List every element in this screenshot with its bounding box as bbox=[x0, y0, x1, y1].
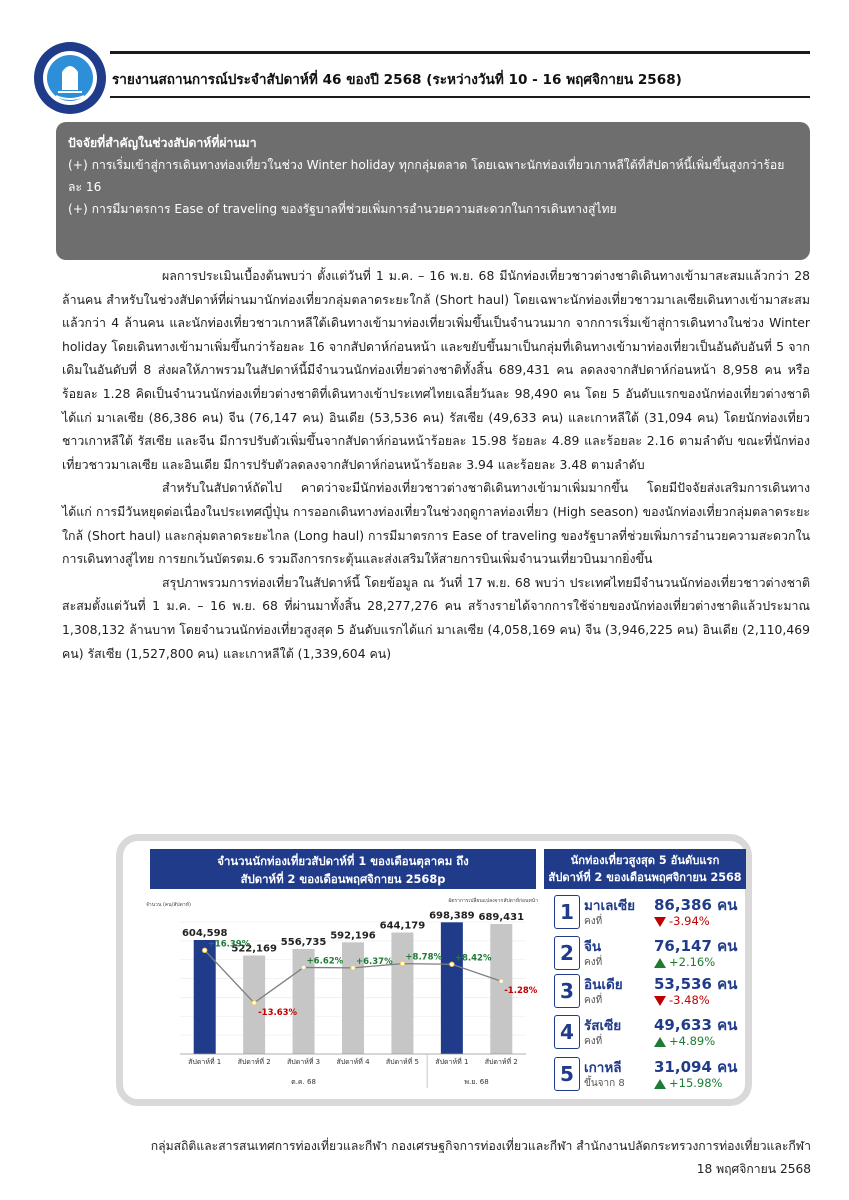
rank-number: 2 bbox=[554, 936, 580, 970]
change-indicator bbox=[654, 993, 710, 1007]
x-tick-label: สัปดาห์ที่ 3 bbox=[287, 1058, 321, 1066]
country-name: มาเลเซีย bbox=[584, 898, 636, 914]
bar-value-label: 604,598 bbox=[181, 927, 228, 939]
rank-status: คงที่ bbox=[584, 957, 603, 968]
bar-value-label: 522,169 bbox=[231, 943, 277, 955]
pct-change-label: +8.78% bbox=[405, 952, 443, 963]
pct-change-label: +16.39% bbox=[207, 939, 251, 950]
header-rule-top bbox=[110, 51, 810, 54]
pct-change-point bbox=[499, 979, 503, 983]
change-percent: +15.98% bbox=[669, 1076, 723, 1090]
change-indicator bbox=[654, 1076, 723, 1090]
y-axis-label: จำนวน (คน/สัปดาห์) bbox=[146, 902, 191, 908]
top5-title-line: สัปดาห์ที่ 2 ของเดือนพฤศจิกายน 2568 bbox=[548, 871, 742, 884]
bar-value-label: 689,431 bbox=[478, 911, 525, 923]
change-percent: +2.16% bbox=[669, 955, 716, 969]
x-tick-label: สัปดาห์ที่ 2 bbox=[484, 1058, 518, 1066]
x-tick-label: สัปดาห์ที่ 5 bbox=[385, 1058, 419, 1066]
footer-department: กลุ่มสถิติและสารสนเทศการท่องเที่ยวและกีฬา กองเศรษฐกิจการท่องเที่ยวและกีฬา สำนักงานปลัดกระทรวงการท่องเที่ยวและกีฬา bbox=[150, 1139, 811, 1153]
pct-change-label: -1.28% bbox=[504, 986, 538, 997]
top5-title-line: นักท่องเที่ยวสูงสุด 5 อันดับแรก bbox=[570, 854, 720, 867]
top5-row bbox=[550, 893, 746, 933]
bar-value-label: 556,735 bbox=[280, 937, 327, 949]
visitor-count: 49,633 คน bbox=[654, 1016, 738, 1034]
change-indicator bbox=[654, 955, 715, 969]
key-factor-item: (+) การเริ่มเข้าสู่การเดินทางท่องเที่ยวในช่วง Winter holiday ทุกกลุ่มตลาด โดยเฉพาะนักท่องเที่ยวเกาหลีใต้ที่สัปดาห์นี้เพิ่มขึ้นสูงกว่าร้อยละ 16 bbox=[68, 158, 785, 194]
chart-title-line: จำนวนนักท่องเที่ยวสัปดาห์ที่ 1 ของเดือนตุลาคม ถึง bbox=[217, 854, 469, 868]
top5-title bbox=[544, 849, 746, 889]
bar bbox=[391, 933, 413, 1054]
country-name: รัสเซีย bbox=[584, 1018, 622, 1034]
rank-status: คงที่ bbox=[584, 916, 603, 927]
bar-value-label: 644,179 bbox=[379, 920, 426, 932]
rank-status: คงที่ bbox=[584, 995, 603, 1006]
country-name: เกาหลี bbox=[584, 1060, 622, 1076]
x-group-label: ต.ค. 68 bbox=[291, 1078, 316, 1086]
pct-change-label: -13.63% bbox=[258, 1007, 298, 1018]
pct-change-point bbox=[203, 948, 207, 952]
change-indicator bbox=[654, 1034, 715, 1048]
arrow-up-icon bbox=[654, 1037, 666, 1047]
rank-status: คงที่ bbox=[584, 1036, 603, 1047]
ministry-logo bbox=[32, 40, 108, 116]
bar-value-label: 592,196 bbox=[330, 930, 376, 942]
x-tick-label: สัปดาห์ที่ 1 bbox=[435, 1058, 469, 1066]
top5-row bbox=[550, 934, 746, 974]
country-name: จีน bbox=[584, 939, 602, 955]
rank-number: 1 bbox=[554, 895, 580, 929]
bar bbox=[441, 922, 463, 1054]
pct-change-point bbox=[252, 1001, 256, 1005]
bar bbox=[194, 940, 216, 1054]
rank-number: 5 bbox=[554, 1057, 580, 1091]
country-name: อินเดีย bbox=[584, 977, 623, 993]
visitor-count: 76,147 คน bbox=[654, 937, 738, 955]
arrow-down-icon bbox=[654, 996, 666, 1006]
visitor-count: 86,386 คน bbox=[654, 896, 738, 914]
weekly-arrivals-chart bbox=[146, 890, 540, 1098]
pct-change-point bbox=[400, 961, 404, 965]
key-factors-box bbox=[56, 122, 810, 260]
footer-date: 18 พฤศจิกายน 2568 bbox=[696, 1162, 811, 1176]
pct-change-label: +6.37% bbox=[356, 956, 393, 967]
key-factor-item: (+) การมีมาตรการ Ease of traveling ของรัฐบาลที่ช่วยเพิ่มการอำนวยความสะดวกในการเดินทางสู่ไทย bbox=[68, 202, 617, 216]
top5-row bbox=[550, 972, 746, 1012]
x-group-label: พ.ย. 68 bbox=[464, 1078, 489, 1086]
visitor-count: 31,094 คน bbox=[654, 1058, 738, 1076]
body-paragraph: สำหรับในสัปดาห์ถัดไป คาดว่าจะมีนักท่องเที่ยวชาวต่างชาติเดินทางเข้ามาเพิ่มมากขึ้น โดยมีปัจจัยส่งเสริมการเดินทาง ได้แก่ การมีวันหยุดต่อเนื่องในประเทศญี่ปุ่น การออกเดินทางท่องเที่ยวในช่วงฤดูกาลท่องเที่ยว (High season) ของนักท่องเที่ยวกลุ่มตลาดระยะใกล้ (Short haul) และกลุ่มตลาดระยะไกล (Long haul) การมีมาตรการ Ease of traveling ของรัฐบาลที่ช่วยเพิ่มการอำนวยความสะดวกในการเดินทางสู่ไทย การยกเว้นบัตรตม.6 รวมถึงการกระตุ้นและส่งเสริมให้สายการบินเพิ่มจำนวนเที่ยวบินมากยิ่งขึ้น bbox=[62, 480, 810, 567]
change-percent: -3.48% bbox=[669, 993, 710, 1007]
report-body bbox=[62, 264, 810, 665]
change-percent: +4.89% bbox=[669, 1034, 716, 1048]
arrow-up-icon bbox=[654, 1079, 666, 1089]
rank-status: ขึ้นจาก 8 bbox=[584, 1078, 625, 1089]
change-indicator bbox=[654, 914, 710, 928]
x-tick-label: สัปดาห์ที่ 1 bbox=[188, 1058, 222, 1066]
header-rule-bottom bbox=[110, 96, 810, 98]
visitor-count: 53,536 คน bbox=[654, 975, 738, 993]
y2-axis-label: อัตราการเปลี่ยนแปลงจากสัปดาห์ก่อนหน้า bbox=[448, 898, 538, 904]
top5-row bbox=[550, 1055, 746, 1095]
change-percent: -3.94% bbox=[669, 914, 710, 928]
rank-number: 4 bbox=[554, 1015, 580, 1049]
chart-title bbox=[150, 849, 536, 889]
arrow-up-icon bbox=[654, 958, 666, 968]
report-title: รายงานสถานการณ์ประจำสัปดาห์ที่ 46 ของปี 2568 (ระหว่างวันที่ 10 - 16 พฤศจิกายน 2568) bbox=[112, 72, 682, 88]
x-tick-label: สัปดาห์ที่ 4 bbox=[336, 1058, 370, 1066]
pct-change-label: +8.42% bbox=[454, 953, 492, 964]
x-tick-label: สัปดาห์ที่ 2 bbox=[237, 1058, 271, 1066]
pct-change-point bbox=[351, 966, 355, 970]
body-paragraph: ผลการประเมินเบื้องต้นพบว่า ตั้งแต่วันที่ 1 ม.ค. – 16 พ.ย. 68 มีนักท่องเที่ยวชาวต่างชาติเดินทางเข้ามาสะสมแล้วกว่า 28 ล้านคน สำหรับในช่วงสัปดาห์ที่ผ่านมานักท่องเที่ยวกลุ่มตลาดระยะใกล้ (Short haul) โดยเฉพาะนักท่องเที่ยวชาวมาเลเซียเดินทางเข้ามาสะสมแล้วกว่า 4 ล้านคน และนักท่องเที่ยวชาวเกาหลีใต้เดินทางเข้ามาท่องเที่ยวเพิ่มขึ้นเป็นจำนวนมาก จากการเริ่มเข้าสู่การเดินทางในช่วง Winter holiday โดยเดินทางเข้ามาเพิ่มขึ้นกว่าร้อยละ 16 จากสัปดาห์ก่อนหน้า และขยับขึ้นมาเป็นกลุ่มที่เดินทางเข้ามาท่องเที่ยวเป็นอันดับอันที่ 5 จากเดิมในอันดับที่ 8 ส่งผลให้ภาพรวมในสัปดาห์นี้มีจำนวนนักท่องเที่ยวต่างชาติทั้งสิ้น 689,431 คน ลดลงจากสัปดาห์ก่อนหน้า 8,958 คน หรือร้อยละ 1.28 คิดเป็นจำนวนนักท่องเที่ยวต่างชาติที่เดินทางเข้าประเทศไทยเฉลี่ยวันละ 98,490 คน โดย 5 อันดับแรกของนักท่องเที่ยวต่างชาติ ได้แก่ มาเลเซีย (86,386 คน) จีน (76,147 คน) อินเดีย (53,536 คน) รัสเซีย (49,633 คน) และเกาหลีใต้ (31,094 คน) โดยนักท่องเที่ยวชาวเกาหลีใต้ รัสเซีย และจีน มีการปรับตัวเพิ่มขึ้นจากสัปดาห์ก่อนหน้าร้อยละ 15.98 ร้อยละ 4.89 และร้อยละ 2.16 ตามลำดับ ขณะที่นักท่องเที่ยวชาวมาเลเซีย และอินเดีย มีการปรับตัวลดลงจากสัปดาห์ก่อนหน้าร้อยละ 3.94 และร้อยละ 3.48 ตามลำดับ bbox=[62, 268, 810, 472]
body-paragraph: สรุปภาพรวมการท่องเที่ยวในสัปดาห์นี้ โดยข้อมูล ณ วันที่ 17 พ.ย. 68 พบว่า ประเทศไทยมีจำนวนนักท่องเที่ยวชาวต่างชาติสะสมตั้งแต่วันที่ 1 ม.ค. – 16 พ.ย. 68 ที่ผ่านมาทั้งสิ้น 28,277,276 คน สร้างรายได้จากการใช้จ่ายของนักท่องเที่ยวต่างชาติแล้วประมาณ 1,308,132 ล้านบาท โดยจำนวนนักท่องเที่ยวสูงสุด 5 อันดับแรกได้แก่ มาเลเซีย (4,058,169 คน) จีน (3,946,225 คน) อินเดีย (2,110,469 คน) รัสเซีย (1,527,800 คน) และเกาหลีใต้ (1,339,604 คน) bbox=[62, 574, 810, 661]
top5-row bbox=[550, 1013, 746, 1053]
chart-title-line: สัปดาห์ที่ 2 ของเดือนพฤศจิกายน 2568p bbox=[240, 872, 446, 886]
pct-change-point bbox=[301, 965, 305, 969]
key-factors-title: ปัจจัยที่สำคัญในช่วงสัปดาห์ที่ผ่านมา bbox=[68, 136, 257, 150]
pct-change-point bbox=[450, 962, 454, 966]
pct-change-label: +6.62% bbox=[306, 956, 344, 967]
arrow-down-icon bbox=[654, 917, 666, 927]
bar-value-label: 698,389 bbox=[429, 910, 475, 922]
rank-number: 3 bbox=[554, 974, 580, 1008]
